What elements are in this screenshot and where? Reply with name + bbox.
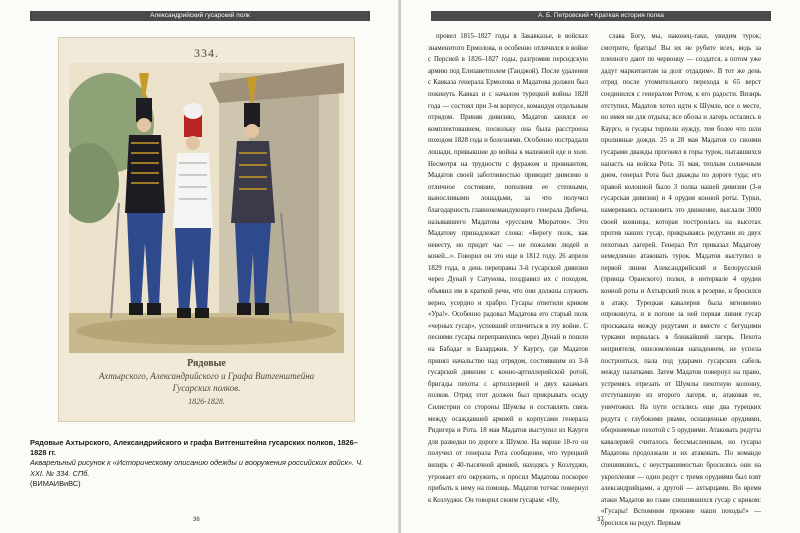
plate-caption-line-1: Рядовые <box>187 358 226 369</box>
page-number-right: 37 <box>597 517 604 523</box>
figure-caption-title: Рядовые Ахтырского, Александрийского и графа Витгенштейна гусарских полков, 1826–1828 гг. <box>30 438 358 458</box>
text-column-2 <box>601 31 761 530</box>
text-column-1 <box>428 31 588 506</box>
column-1-text: провел 1815–1827 годы в Закавказье, в войсках знаменитого Ермолова, и особенно отличился в войне с Персией в 1826–1827 годы, разгромив персидскую армию под Елизаветполем (Ганджой). После удаления с Кавказа генерала Ермолова и Мадатова должен был покинуть Кавказ и с началом турецкой войны 1828 года — состоял при 3-м корпусе, командуя отдельным отрядом. Приняв дивизию, Мадатов занялся ее комплектованием, поскольку она была расстроена походом 1828 года и болезнями. Особенно пострадали лошади, привыкшие до войны к малежной еде и холе. Несмотря на трудности с фуражом и провиантом, Мадатов своей заботливостью приводит дивизию в отличное состояние, пополнив ее степными, выносливыми лошадьми, за что получил благодарность главнокомандующего генерала Дибича, называвшего Мадатова «русским Мюратом». Это Мадатову принадлежат слова: «Берегу полк, как невесту, но придет час — не пожалею людей и коней...». Говорил он это еще в 1812 году. 26 апреля 1829 года, в день переправы 3-й гусарской дивизии через Дунай у Сатунова, поздравил их с походом, объявил им в краткой речи, что они должны служить верно, усердно и храбро. Гусары ответили криком «Ура!». Особенно радовал Мадатова его старый полк «черных гусар», успевший отличиться в эту войне. С песнями гусары переправились через Дунай и пошли на Бабадаг и Базарджик. У Каургу, где Мадатов принял начальство над отрядом, состоявшим из 3-й гусарской дивизии с конно-артиллерийской ротой, бригады пехоты с артиллерией и двух казачьих полков. Отряд этот должен был прикрывать осаду Силистрии со стороны Шумлы и составлять связь между осаждавшей армией и корпусами генерала Ридигера и Рота. 18 мая Мадатов выступил из Каурги для разведки по дороге к Шумле. На марше 18-го он получил от генерала Рота сообщение, что турецкий визирь с 40-тысячной армией, находясь у Козлуджи, угрожает его окружить, и просил Мадатова поскорее прибыть к нему на помощь. Мадатов тотчас повернул к Козлуджи. Он говорил своим гусарам: «Ну, <box>428 33 588 504</box>
plate-caption-line-3: Гусарских полков. <box>172 383 241 393</box>
left-page <box>0 0 399 533</box>
plate-caption-line-2: Ахтырского, Александрийского и Графа Витгенштейна <box>98 371 315 381</box>
running-header-left: Александрийский гусарский полк <box>30 11 370 21</box>
figure-caption-source: Акварельный рисунок к «Историческому описанию одежды и вооружения российских войск». Ч. XXI. № 334. СПб. <box>30 458 364 478</box>
running-header-right: А. Б. Петровский • Краткая история полка <box>431 11 771 21</box>
figure-caption <box>30 438 372 489</box>
page-number-left: 36 <box>193 517 200 523</box>
plate-number: 334. <box>194 46 219 60</box>
right-page <box>401 0 800 533</box>
hussars-illustration <box>69 63 344 353</box>
watercolor-plate <box>58 37 355 422</box>
column-2-text: слава Богу, мы, наконец-таки, увидим турок; смотрите, братцы! Вы их не рубите всех, ведь за пленного дают по червонцу — создатся, а потом уже дадут маркитантам за долг отдадим». В тот же день отряд после утомительного перехода в 65 верст соединился с генералом Ротом, к его радости. Визирь отступил, Мадатов хотел идти к Шумле, все о месте, но имея ни для отдыха; все обозы и лагерь остались в Каургe, и гусары терпели нужду, тем более что шли проливные дожди. 25 и 28 мая Мадатов со своими гусарами дважды прогонял в горы турок, пытавшихся напасть на войска Рота. 31 мая, теплым солнечным днем, генерал Рота был дважды по дороге туда; его правой колонной было 3 полка нашей дивизии (3-я гусарская дивизия) и 4 орудия конной роты. Турки, намереваясь остановить это движение, выслали 3000 своей конницы, которая построилась на высотах против наших гусар, прикрываясь редутами из двух пехотных лагерей. Генерал Рот приказал Мадатову немедленно атаковать турок. Мадатов выступил в первой линии Александрийский и Белорусский (принца Оранского) полки, в интервале 4 орудия конной роты и Ахтырский полк в резерве, и бросился в атаку. Турецкая кавалерия была мгновенно опрокинута, и в погоне за ней первая линия гусар проскакала между редутами и вместе с бегущими турками ворвалась в ближайший лагерь. Пехота неприятеля, ошеломленная нападением, не успела построиться, пала под ударами гусарских сабель между палатками. Затем Мадатов повернул на право, устремясь отрезать от Шумлы пехотную колонну, отступавшую из второго лагеря, и, атаковав ее, уничтожил. На пути остались еще два турецких редута с глубокими рвами, оснащенные орудиями, обороняемые пехотой с 5 орудиями. Атаковать редуты кавалерией считалось бессмысленным, но гусары Мадатова продолжали и их атаковать. По команде спешившись, с неустрашимостью бросились они на укрепления — один редут с тремя орудиями был взят александрийцами, а другой — ахтырцами. Во время атаки Мадатов во главе спешившихся гусар с криком: «Гусары! Вспомним прежние наши походы!» — бросился на редут. Первым <box>601 33 761 527</box>
plate-caption-line-4: 1826-1828. <box>188 397 225 406</box>
figure-caption-archive: (ВИМАИВиВС) <box>30 478 81 488</box>
